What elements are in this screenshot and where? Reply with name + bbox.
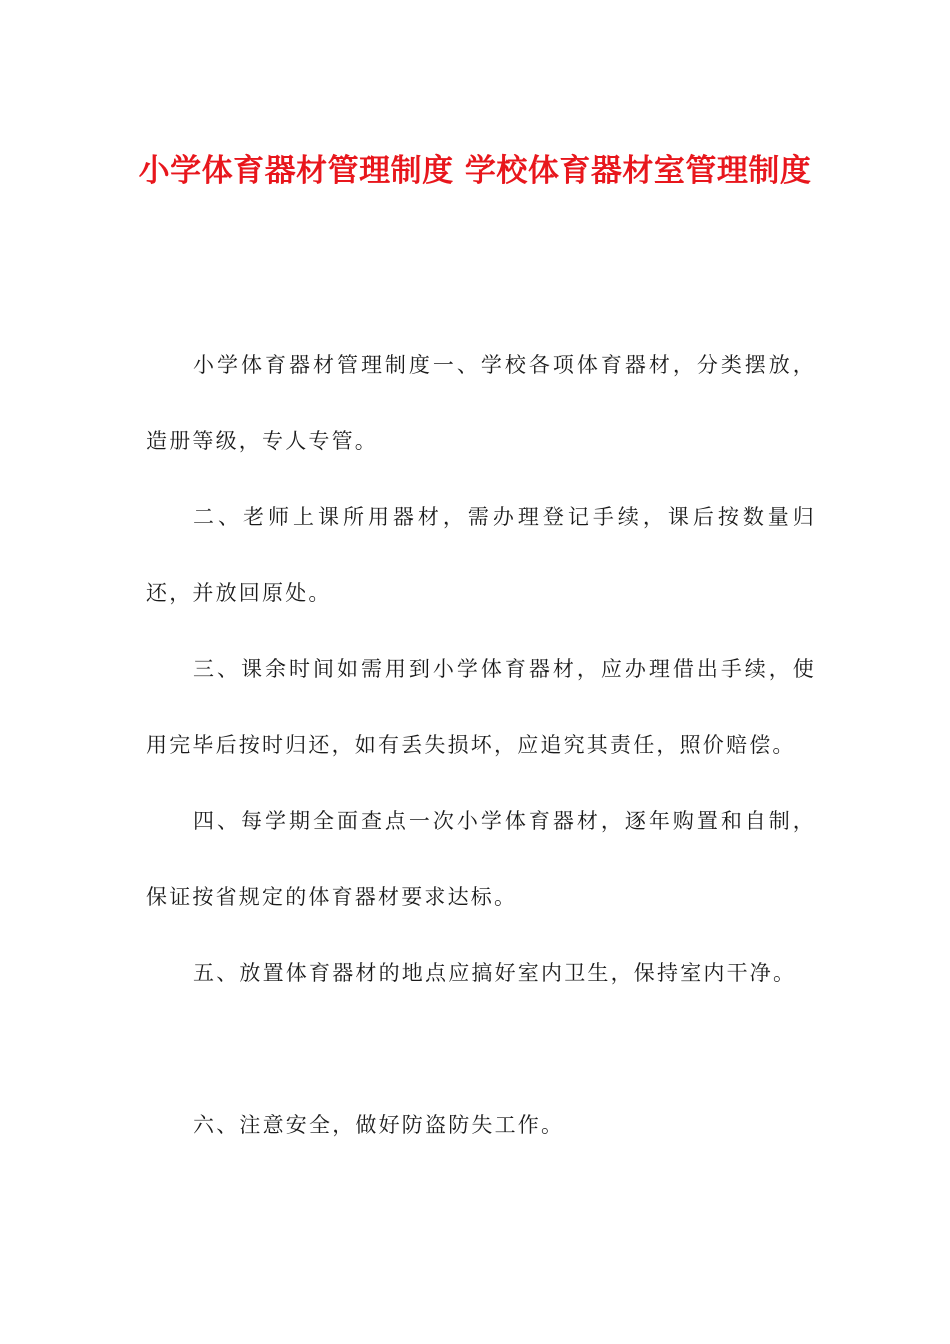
- paragraph-2: 二、老师上课所用器材，需办理登记手续，课后按数量归还，并放回原处。: [146, 505, 816, 605]
- paragraph-4: 四、每学期全面查点一次小学体育器材，逐年购置和自制，保证按省规定的体育器材要求达标。: [146, 809, 816, 909]
- document-title: 小学体育器材管理制度 学校体育器材室管理制度: [138, 153, 812, 189]
- paragraph-3: 三、课余时间如需用到小学体育器材，应办理借出手续，使用完毕后按时归还，如有丢失损坏，应追究其责任，照价赔偿。: [146, 657, 816, 757]
- paragraph-1: 小学体育器材管理制度一、学校各项体育器材，分类摆放，造册等级，专人专管。: [146, 353, 816, 453]
- paragraph-6: 六、注意安全，做好防盗防失工作。: [193, 1113, 565, 1137]
- document-body: [146, 327, 816, 1163]
- paragraph-5: 五、放置体育器材的地点应搞好室内卫生，保持室内干净。: [193, 961, 797, 985]
